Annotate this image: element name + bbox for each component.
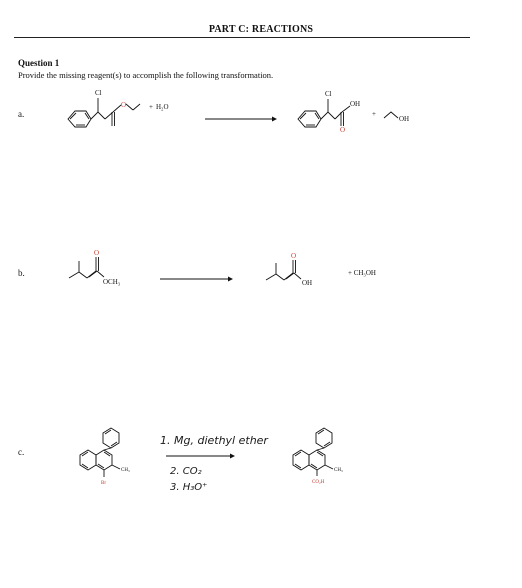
part-a-product-o: O xyxy=(340,126,346,134)
part-a-product-oh: OH xyxy=(350,100,361,108)
part-b-side-product: + CH₃OH xyxy=(348,269,376,277)
part-a-label: a. xyxy=(18,109,25,119)
part-a-product-structure xyxy=(298,99,350,127)
part-c-label: c. xyxy=(18,447,25,457)
part-c-product-ch3: CH₃ xyxy=(334,468,343,473)
part-a-ethanol-structure xyxy=(384,112,398,118)
part-a-reactant-structure xyxy=(68,98,140,127)
part-c-handwritten-step3: 3. H₃O⁺ xyxy=(170,482,208,493)
part-c-reactant-structure xyxy=(80,428,120,477)
part-c-reactant-ch3: CH₃ xyxy=(121,468,130,473)
question-prompt: Provide the missing reagent(s) to accomplish the following transformation. xyxy=(18,70,274,80)
part-a-reagent-water: H₂O xyxy=(156,103,169,111)
part-a-plus: + xyxy=(149,103,153,111)
part-b-product-oh: OH xyxy=(302,279,313,287)
question-heading: Question 1 xyxy=(18,58,60,68)
part-b-reactant-structure xyxy=(69,257,104,278)
part-c-product-co2h: CO₂H xyxy=(312,480,325,485)
part-b-label: b. xyxy=(18,268,25,278)
part-b-product-structure xyxy=(266,260,301,280)
part-b-product-o: O xyxy=(291,252,297,260)
part-b-och3: OCH₃ xyxy=(103,278,121,286)
part-a-ethanol-oh: OH xyxy=(399,115,410,123)
part-c-reactant-br: Br xyxy=(101,481,106,486)
page-title: PART C: REACTIONS xyxy=(208,24,314,35)
part-c-handwritten-step2: 2. CO₂ xyxy=(170,466,202,477)
part-a-reactant-cl: Cl xyxy=(95,89,102,97)
part-c-product-structure xyxy=(293,428,333,476)
part-a-reactant-o: O xyxy=(121,101,127,109)
part-a-product-cl: Cl xyxy=(325,90,332,98)
part-a-product-plus: + xyxy=(372,110,376,118)
part-b-reactant-o: O xyxy=(94,249,100,257)
part-c-handwritten-step1: 1. Mg, diethyl ether xyxy=(160,434,268,447)
